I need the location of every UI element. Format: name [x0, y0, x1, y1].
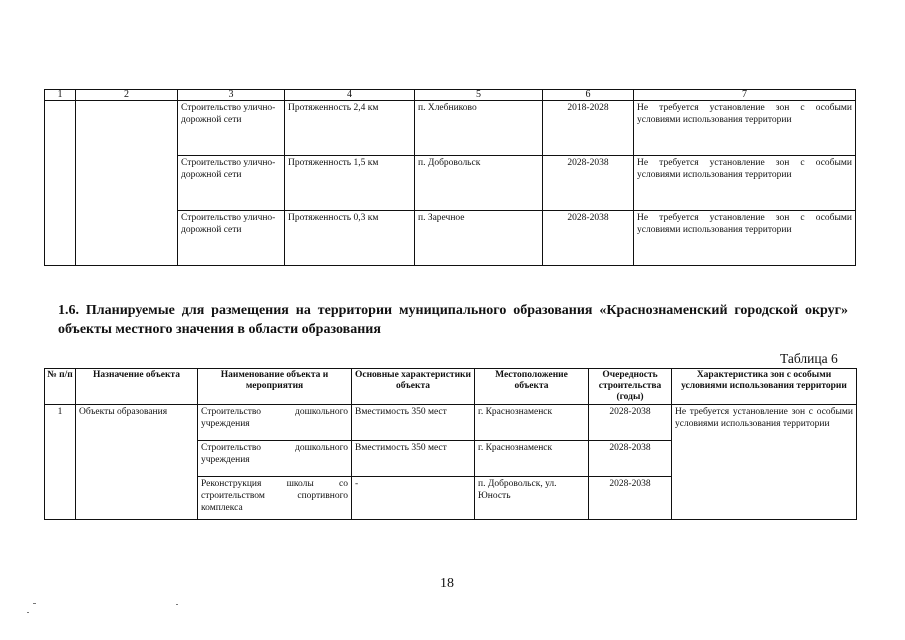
top-table-header-cell: 4 [285, 90, 415, 101]
zones-cell: Не требуется установление зон с особыми условиями использования территории [634, 101, 856, 156]
header-period: Очередность строительства (годы) [589, 369, 672, 405]
period-cell: 2028-2038 [543, 211, 634, 266]
top-table-header-row [45, 90, 856, 101]
table-row [45, 101, 856, 156]
scan-speck [176, 604, 178, 605]
object-name-cell: Строительство улично-дорожной сети [178, 211, 285, 266]
object-name-cell: Строительство дошкольного учреждения [198, 441, 352, 477]
object-name-cell: Строительство улично-дорожной сети [178, 156, 285, 211]
header-zones: Характеристика зон с особыми условиями использования территории [672, 369, 857, 405]
location-cell: п. Добровольск, ул. Юность [475, 477, 589, 520]
header-index: № п/п [45, 369, 76, 405]
characteristics-cell: Вместимость 350 мест [352, 405, 475, 441]
top-table [44, 89, 856, 266]
top-table-header-cell: 6 [543, 90, 634, 101]
zones-cell: Не требуется установление зон с особыми условиями использования территории [634, 211, 856, 266]
row-index: 1 [45, 405, 76, 520]
top-table-header-cell: 5 [415, 90, 543, 101]
zones-cell: Не требуется установление зон с особыми условиями использования территории [672, 405, 857, 520]
header-location: Местоположение объекта [475, 369, 589, 405]
purpose-cell-empty [76, 101, 178, 266]
characteristics-cell: Вместимость 350 мест [352, 441, 475, 477]
page-number: 18 [440, 576, 454, 591]
section-title: Планируемые для размещения на территории муниципального образования «Краснознаменский городской округ» объекты местного значения в области образования [58, 303, 848, 337]
period-cell: 2028-2038 [589, 477, 672, 520]
location-cell: п. Хлебниково [415, 101, 543, 156]
location-cell: г. Краснознаменск [475, 441, 589, 477]
header-purpose: Назначение объекта [76, 369, 198, 405]
location-cell: г. Краснознаменск [475, 405, 589, 441]
characteristics-cell: - [352, 477, 475, 520]
object-name-cell: Строительство дошкольного учреждения [198, 405, 352, 441]
object-name-cell: Строительство улично-дорожной сети [178, 101, 285, 156]
period-cell: 2028-2038 [589, 441, 672, 477]
education-objects-table [44, 368, 857, 520]
header-characteristics: Основные характеристики объекта [352, 369, 475, 405]
top-table-header-cell: 7 [634, 90, 856, 101]
period-cell: 2028-2038 [543, 156, 634, 211]
object-name-cell: Реконструкция школы со строительством спортивного комплекса [198, 477, 352, 520]
section-number: 1.6. [58, 303, 79, 318]
header-object-name: Наименование объекта и мероприятия [198, 369, 352, 405]
location-cell: п. Заречное [415, 211, 543, 266]
top-table-header-cell: 1 [45, 90, 76, 101]
top-table-header-cell: 2 [76, 90, 178, 101]
table-header-row [45, 369, 857, 405]
scan-speck [27, 612, 29, 613]
object-purpose: Объекты образования [76, 405, 198, 520]
top-table-header-cell: 3 [178, 90, 285, 101]
characteristics-cell: Протяженность 2,4 км [285, 101, 415, 156]
characteristics-cell: Протяженность 1,5 км [285, 156, 415, 211]
location-cell: п. Добровольск [415, 156, 543, 211]
period-cell: 2018-2028 [543, 101, 634, 156]
index-cell-empty [45, 101, 76, 266]
table-caption: Таблица 6 [780, 351, 838, 366]
table-row [45, 405, 857, 441]
characteristics-cell: Протяженность 0,3 км [285, 211, 415, 266]
period-cell: 2028-2038 [589, 405, 672, 441]
zones-cell: Не требуется установление зон с особыми условиями использования территории [634, 156, 856, 211]
section-heading [58, 301, 848, 339]
scan-speck [33, 603, 36, 604]
